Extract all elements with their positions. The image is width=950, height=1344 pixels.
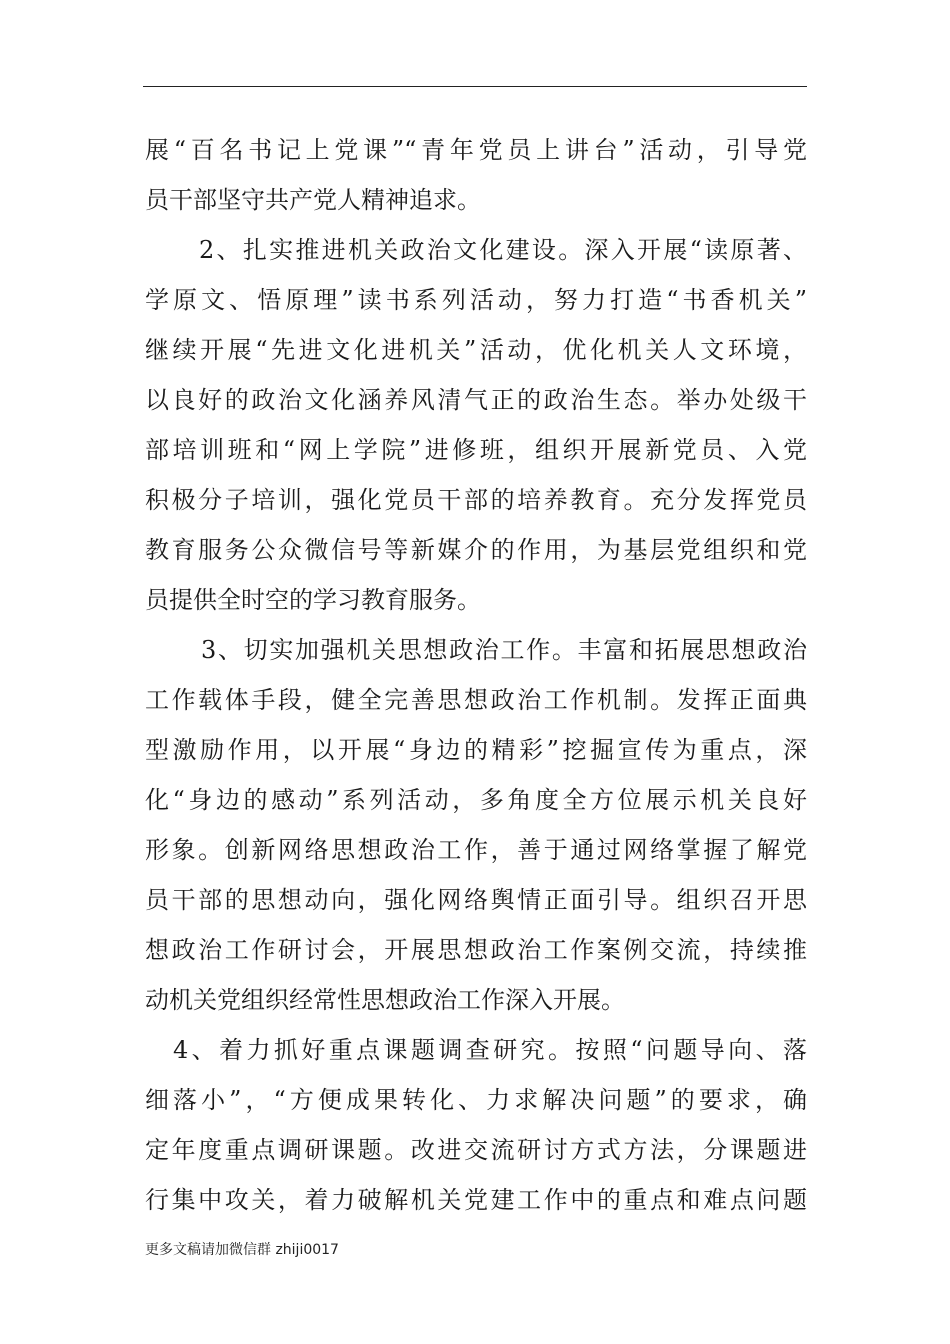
paragraph-3-start: 3、切实加强机关思想政治工作。丰富和拓展思想政治: [201, 636, 807, 664]
text-line: 部培训班和“网上学院”进修班，组织开展新党员、入党: [145, 436, 807, 464]
text-line: 型激励作用，以开展“身边的精彩”挖掘宣传为重点，深: [145, 736, 807, 764]
text-line: 继续开展“先进文化进机关”活动，优化机关人文环境，: [145, 336, 807, 364]
text-line: 工作载体手段，健全完善思想政治工作机制。发挥正面典: [145, 686, 807, 714]
text-line: 积极分子培训，强化党员干部的培养教育。充分发挥党员: [145, 486, 807, 514]
text-line: 员提供全时空的学习教育服务。: [145, 586, 481, 614]
text-line: 教育服务公众微信号等新媒介的作用，为基层党组织和党: [145, 536, 807, 564]
text-line: 动机关党组织经常性思想政治工作深入开展。: [145, 986, 625, 1014]
text-line: 行集中攻关，着力破解机关党建工作中的重点和难点问题: [145, 1186, 807, 1214]
text-line: 形象。创新网络思想政治工作，善于通过网络掌握了解党: [145, 836, 807, 864]
text-line: 展“百名书记上党课”“青年党员上讲台”活动，引导党: [145, 136, 807, 164]
text-line: 学原文、悟原理”读书系列活动，努力打造“书香机关”: [145, 286, 807, 314]
text-line: 化“身边的感动”系列活动，多角度全方位展示机关良好: [145, 786, 807, 814]
footer-note: 更多文稿请加微信群 zhiji0017: [145, 1242, 339, 1258]
header-rule: [143, 86, 807, 87]
text-line: 细落小”，“方便成果转化、力求解决问题”的要求，确: [145, 1086, 807, 1114]
text-line: 以良好的政治文化涵养风清气正的政治生态。举办处级干: [145, 386, 807, 414]
text-line: 员干部坚守共产党人精神追求。: [145, 186, 481, 214]
text-line: 定年度重点调研课题。改进交流研讨方式方法，分课题进: [145, 1136, 807, 1164]
text-line: 想政治工作研讨会，开展思想政治工作案例交流，持续推: [145, 936, 807, 964]
paragraph-4-start: 4、着力抓好重点课题调查研究。按照“问题导向、落: [173, 1036, 807, 1064]
paragraph-2-start: 2、扎实推进机关政治文化建设。深入开展“读原著、: [199, 236, 807, 264]
text-line: 员干部的思想动向，强化网络舆情正面引导。组织召开思: [145, 886, 807, 914]
